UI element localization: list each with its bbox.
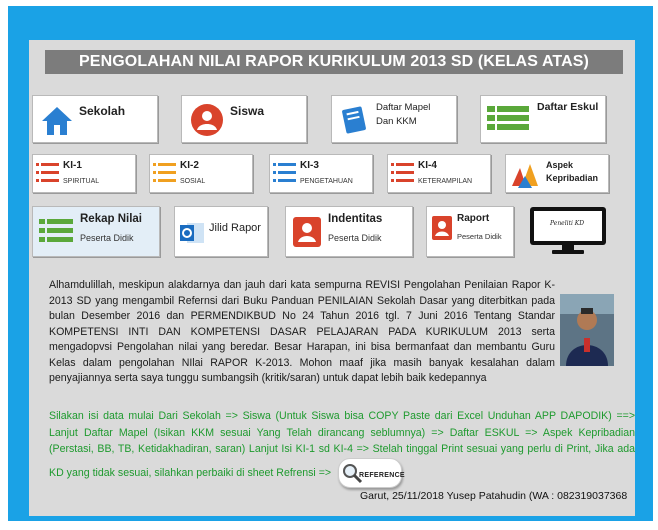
siswa-label: Siswa — [230, 104, 265, 118]
user-icon — [292, 216, 322, 250]
identitas-label: Indentitas — [328, 213, 383, 225]
ki3-button[interactable] — [269, 154, 373, 193]
sekolah-label: Sekolah — [79, 104, 126, 118]
people-icon — [510, 160, 540, 190]
user-icon — [431, 215, 453, 243]
reference-button[interactable] — [338, 458, 405, 488]
identitas-button[interactable] — [285, 206, 413, 257]
identitas-sublabel: Peserta Didik — [328, 233, 382, 243]
book-icon — [340, 104, 370, 136]
aspek-kepribadian-button[interactable] — [505, 154, 609, 193]
rekap-nilai-label: Rekap Nilai — [80, 213, 142, 225]
ki2-button[interactable] — [149, 154, 253, 193]
daftar-mapel-label-1: Daftar Mapel — [376, 102, 431, 113]
raport-label: Raport — [457, 213, 490, 224]
reference-label: REFERENCE — [359, 471, 405, 479]
ki1-button[interactable] — [32, 154, 136, 193]
jilid-rapor-button[interactable] — [174, 206, 268, 257]
ki2-sublabel: SOSIAL — [180, 178, 206, 185]
list-icon — [153, 161, 177, 187]
ki4-label: KI-4 — [418, 160, 437, 171]
footer-signature: Garut, 25/11/2018 Yusep Patahudin (WA : 082319037368 — [360, 490, 628, 502]
rekap-nilai-sublabel: Peserta Didik — [80, 233, 134, 243]
monitor-label: Peneliti KD — [550, 220, 585, 227]
ki3-sublabel: PENGETAHUAN — [300, 178, 353, 185]
page-title: PENGOLAHAN NILAI RAPOR KURIKULUM 2013 SD (KELAS ATAS) — [45, 50, 623, 74]
daftar-eskul-label: Daftar Eskul — [537, 101, 599, 113]
person-photo — [560, 294, 614, 366]
ki1-sublabel: SPIRITUAL — [63, 178, 100, 185]
raport-button[interactable] — [426, 206, 514, 257]
user-icon — [190, 103, 224, 137]
list-icon — [39, 216, 73, 250]
monitor-icon — [528, 206, 608, 256]
list-icon — [273, 161, 297, 187]
jilid-rapor-label: Jilid Rapor — [209, 222, 261, 234]
ki2-label: KI-2 — [180, 160, 199, 171]
list-icon — [487, 104, 531, 138]
outlook-icon — [179, 220, 205, 246]
usage-instructions — [49, 408, 635, 488]
app-frame — [8, 6, 653, 521]
rekap-nilai-button[interactable] — [32, 206, 160, 257]
list-icon — [391, 161, 415, 187]
aspek-label-2: Kepribadian — [546, 173, 599, 183]
dashboard-panel — [29, 40, 635, 516]
ki1-label: KI-1 — [63, 160, 82, 171]
daftar-mapel-button[interactable] — [331, 95, 457, 143]
ki3-label: KI-3 — [300, 160, 319, 171]
ki4-button[interactable] — [387, 154, 491, 193]
siswa-button[interactable] — [181, 95, 307, 143]
sekolah-button[interactable] — [32, 95, 158, 143]
daftar-mapel-label-2: Dan KKM — [376, 116, 417, 127]
usage-instructions-text: Silakan isi data mulai Dari Sekolah => Siswa (Untuk Siswa bisa COPY Paste dari Excel Unduhan APP DAPODIK) ==> Lanjut Daftar Mapel (Isikan KKM sesuai Yang Telah dirancang seblumnya) => Daftar ESKUL => Aspek Kepribadian (Perstasi, BB, TB, Ketidakhadiran, saran) Lanjut Isi KI-1 sd KI-4 => Stelah tinggal Print sesuai yang perlu di Print, Jika ada KD yang tidak sesuai, silahkan perbaiki di sheet Refrensi => — [49, 410, 635, 479]
author-photo — [560, 294, 614, 366]
ki4-sublabel: KETERAMPILAN — [418, 178, 473, 185]
aspek-label-1: Aspek — [546, 160, 574, 170]
daftar-eskul-button[interactable] — [480, 95, 606, 143]
monitor-button[interactable] — [528, 206, 610, 257]
raport-sublabel: Peserta Didik — [457, 232, 502, 241]
list-icon — [36, 161, 60, 187]
home-icon — [39, 104, 75, 138]
intro-paragraph: Alhamdulillah, meskipun alakdarnya dan jauh dari kata sempurna REVISI Pengolahan Penilaian Rapor K-2013 SD yang mengambil Refernsi dari Buku Panduan PENILAIAN Sekolah Dasar yang diterbitkan pada bulan Desember 2016 dan PERMENDIKBUD No 24 Tahun 2016 tgl. 7 Juni 2016 Tentang Standar KOMPETENSI INTI DAN KOMPETENSI DASAR PELAJARAN PADA KURIKULUM 2013 serta mengadopvsi Pengolahan nilai yang beredar. Besar Harapan, ini bisa bermanfaat dan membantu Guru Kelas dalam pengolahan NIlai RAPOR K-2013. Mohon maaf jika masih banyak kesalahan dalam penyajiannya serta saya tunggu sumbangsih (kritik/saran) untuk dapat lebih baik kedepannya — [49, 279, 555, 384]
